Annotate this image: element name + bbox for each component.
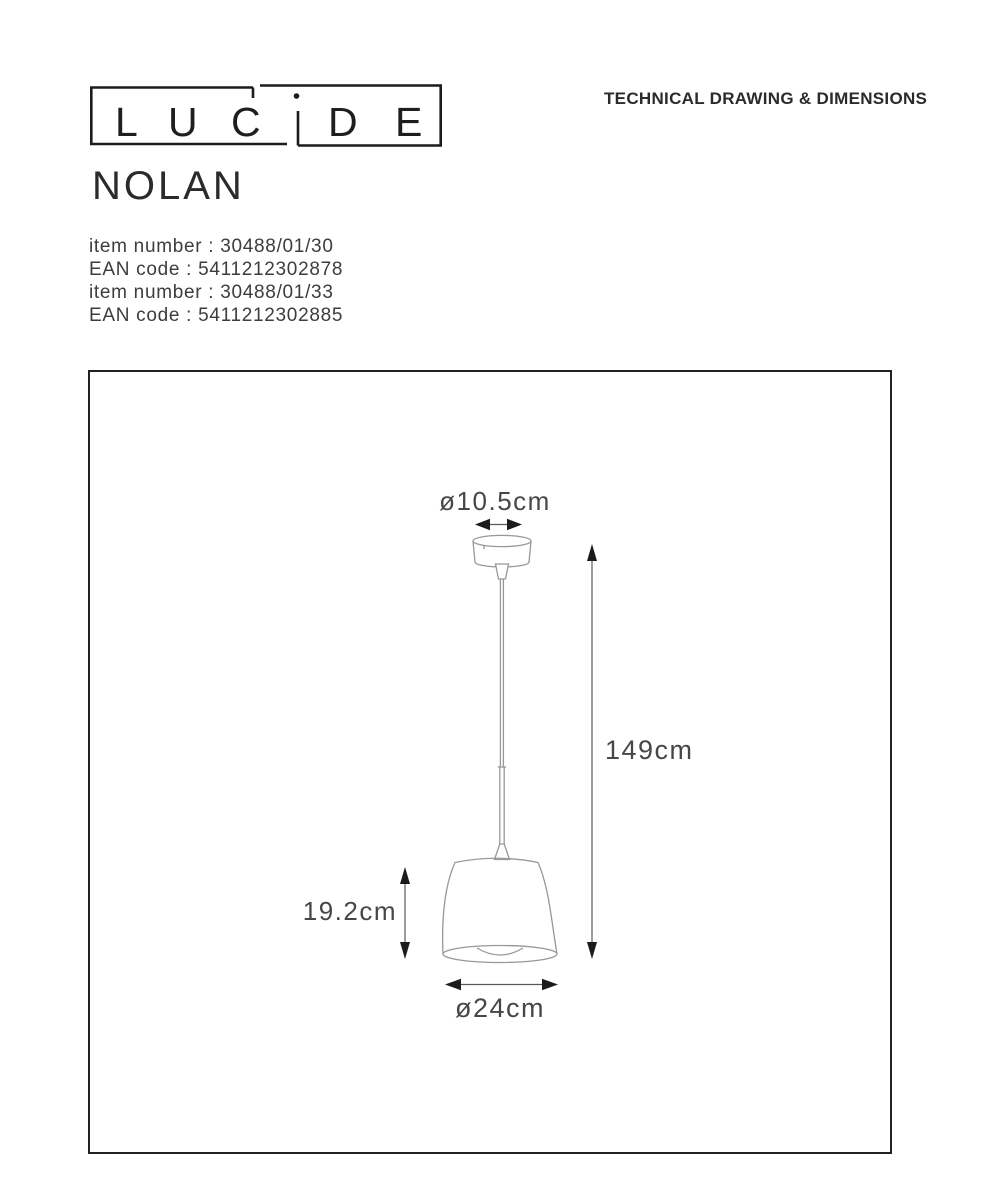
product-name: NOLAN xyxy=(92,164,245,208)
dim-shade-height-label: 19.2cm xyxy=(302,896,397,926)
product-info-line: EAN code : 5411212302878 xyxy=(89,259,344,280)
dim-canopy-diameter-label: ø10.5cm xyxy=(439,486,551,516)
page-title: TECHNICAL DRAWING & DIMENSIONS xyxy=(604,89,928,108)
arrow-right-icon xyxy=(542,979,558,991)
product-info-line: EAN code : 5411212302885 xyxy=(89,305,344,326)
product-info-line: item number : 30488/01/33 xyxy=(89,282,334,303)
logo-letter: E xyxy=(395,99,423,145)
shade-mount-cone xyxy=(495,844,510,860)
arrow-up-icon xyxy=(587,544,597,561)
logo-letter-i-dot xyxy=(294,93,300,99)
dim-overall-height xyxy=(587,544,694,959)
suspension-cord xyxy=(495,579,510,860)
canopy-strain-relief xyxy=(496,564,509,579)
logo-letter: U xyxy=(168,99,198,145)
product-info-block xyxy=(89,235,343,327)
dim-shade-diameter-label: ø24cm xyxy=(454,993,546,1023)
logo-letter: D xyxy=(328,99,358,145)
technical-drawing xyxy=(88,370,892,1154)
dim-shade-diameter xyxy=(445,979,558,1023)
logo-letter: C xyxy=(231,99,261,145)
dim-shade-height xyxy=(303,867,410,959)
shade-bottom-rim xyxy=(443,946,557,963)
pendant-lamp xyxy=(443,535,557,962)
dim-overall-height-label: 149cm xyxy=(605,735,694,765)
dim-canopy-diameter xyxy=(439,486,551,530)
brand-logo xyxy=(90,84,442,148)
arrow-up-icon xyxy=(400,867,410,884)
ceiling-canopy xyxy=(473,535,531,579)
arrow-left-icon xyxy=(475,519,490,530)
lamp-shade xyxy=(443,858,557,962)
arrow-down-icon xyxy=(587,942,597,959)
logo-letter: L xyxy=(115,99,138,145)
product-info-line: item number : 30488/01/30 xyxy=(89,236,334,257)
logo-frame xyxy=(91,86,440,146)
arrow-right-icon xyxy=(507,519,522,530)
arrow-left-icon xyxy=(445,979,461,991)
arrow-down-icon xyxy=(400,942,410,959)
